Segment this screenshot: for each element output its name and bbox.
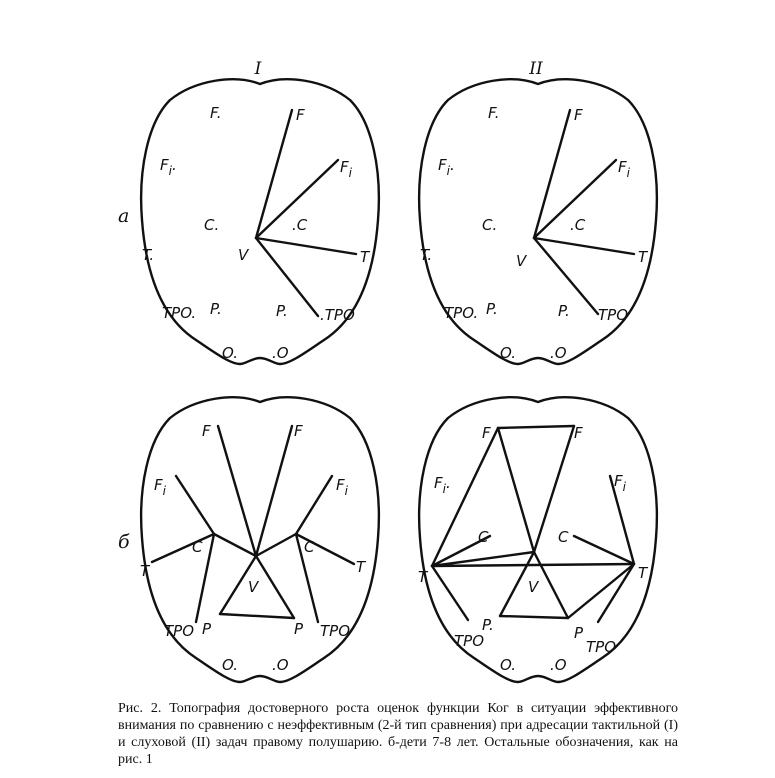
node-label-F_r: F	[574, 106, 583, 124]
node-label-Fi_r: $F_i$	[614, 472, 626, 494]
node-label-O_r: .O	[550, 656, 567, 674]
node-label-TPO_l: TPO.	[444, 304, 479, 322]
node-label-C_l: C	[192, 538, 203, 556]
node-label-P_l: P.	[482, 616, 494, 634]
node-label-C_l: C.	[204, 216, 220, 234]
node-label-P_l: P	[202, 620, 212, 638]
node-label-O_l: O.	[222, 656, 238, 674]
node-label-T_r: T	[356, 558, 366, 576]
node-label-P_r: P.	[558, 302, 570, 320]
edge-V-T_r	[534, 238, 634, 254]
edge-C_r-Fi_r	[296, 476, 332, 534]
node-label-P_l: P.	[210, 300, 222, 318]
node-label-Fi_r: $F_i$	[340, 158, 352, 180]
edge-C_r-T_r	[574, 536, 634, 564]
node-label-TPO_r: TPO	[320, 622, 351, 640]
edge-TPO_r-T_r	[598, 564, 634, 622]
node-label-Fi_l: $F_i$	[154, 476, 166, 498]
node-label-F_r: F	[294, 422, 303, 440]
node-label-O_l: O.	[500, 656, 516, 674]
edge-C_l-T_l	[152, 534, 214, 562]
node-label-F_l: F	[202, 422, 211, 440]
panel-a-I	[141, 79, 379, 364]
node-label-TPO_l: TPO	[454, 632, 485, 650]
panel-a-II	[419, 79, 657, 364]
node-label-T_l: T	[418, 568, 428, 586]
node-label-O_l: O.	[222, 344, 238, 362]
node-label-F_l: F.	[210, 104, 222, 122]
edge-V-F_l	[218, 426, 256, 556]
panel-b-I	[140, 397, 379, 682]
node-label-Fi_l: $F_i$.	[160, 156, 177, 178]
node-label-V: V	[248, 578, 259, 596]
node-label-C_r: C	[304, 538, 315, 556]
node-label-TPO_r: TPO	[586, 638, 617, 656]
node-label-C_l: C	[478, 528, 489, 546]
edge-T_l-T_r	[432, 564, 634, 566]
edge-V-T_r	[256, 238, 356, 254]
node-label-V: V	[528, 578, 539, 596]
node-label-P_r: P	[574, 624, 584, 642]
node-label-TPO_l: TPO	[164, 622, 195, 640]
edge-V-P_r	[534, 552, 568, 618]
node-label-TPO_r: .TPO	[320, 306, 355, 324]
node-label-O_r: .O	[272, 656, 289, 674]
column-label-2: II	[529, 59, 543, 79]
edge-C_l-Fi_l	[176, 476, 214, 534]
edge-V-F_r	[256, 426, 292, 556]
node-label-Fi_l: $F_i$.	[438, 156, 455, 178]
node-label-T_l: T.	[420, 246, 433, 264]
node-label-C_r: C	[558, 528, 569, 546]
node-label-Fi_r: $F_i$	[618, 158, 630, 180]
node-label-F_r: F	[296, 106, 305, 124]
node-label-Fi_l: $F_i$.	[434, 474, 451, 496]
edge-F_l-V	[498, 428, 534, 552]
row-label-1: а	[118, 205, 130, 227]
node-label-T_r: T	[360, 248, 370, 266]
node-label-P_r: P	[294, 620, 304, 638]
column-label-1: I	[254, 59, 262, 79]
node-label-F_r: F	[574, 424, 583, 442]
node-label-P_l: P.	[486, 300, 498, 318]
node-label-O_r: .O	[550, 344, 567, 362]
node-label-F_l: F.	[488, 104, 500, 122]
node-label-P_r: P.	[276, 302, 288, 320]
edge-V-F_r	[534, 110, 570, 238]
node-label-C_r: .C	[292, 216, 308, 234]
edge-P_r-T_r	[568, 564, 634, 618]
node-label-O_l: O.	[500, 344, 516, 362]
edge-V-F_r	[256, 110, 292, 238]
node-label-O_r: .O	[272, 344, 289, 362]
node-label-V: V	[516, 252, 527, 270]
node-label-TPO_r: TPO	[598, 306, 629, 324]
node-label-TPO_l: TPO.	[162, 304, 197, 322]
node-label-T_l: T.	[142, 246, 155, 264]
node-label-F_l: F	[482, 424, 491, 442]
edge-F_l-F_r	[498, 426, 574, 428]
node-label-C_r: .C	[570, 216, 586, 234]
edge-V-P_r	[256, 556, 294, 618]
node-label-T_l: T	[140, 562, 150, 580]
edge-P_l-P_r	[220, 614, 294, 618]
node-label-V: V	[238, 246, 249, 264]
figure-caption: Рис. 2. Топография достоверного роста оценок функции Ког в ситуации эффективного внимания по сравнению с неэффективным (2-й тип сравнения) при адресации тактильной (I) и слуховой (II) задач правому полушарию. б-дети 7-8 лет. Остальные обозначения, как на рис. 1	[118, 701, 678, 767]
panel-b-II	[418, 397, 657, 682]
node-label-Fi_r: $F_i$	[336, 476, 348, 498]
edge-P_l-P_r	[500, 616, 568, 618]
row-label-2: б	[118, 531, 130, 553]
node-label-T_r: T	[638, 564, 648, 582]
node-label-T_r: T	[638, 248, 648, 266]
node-label-C_l: C.	[482, 216, 498, 234]
